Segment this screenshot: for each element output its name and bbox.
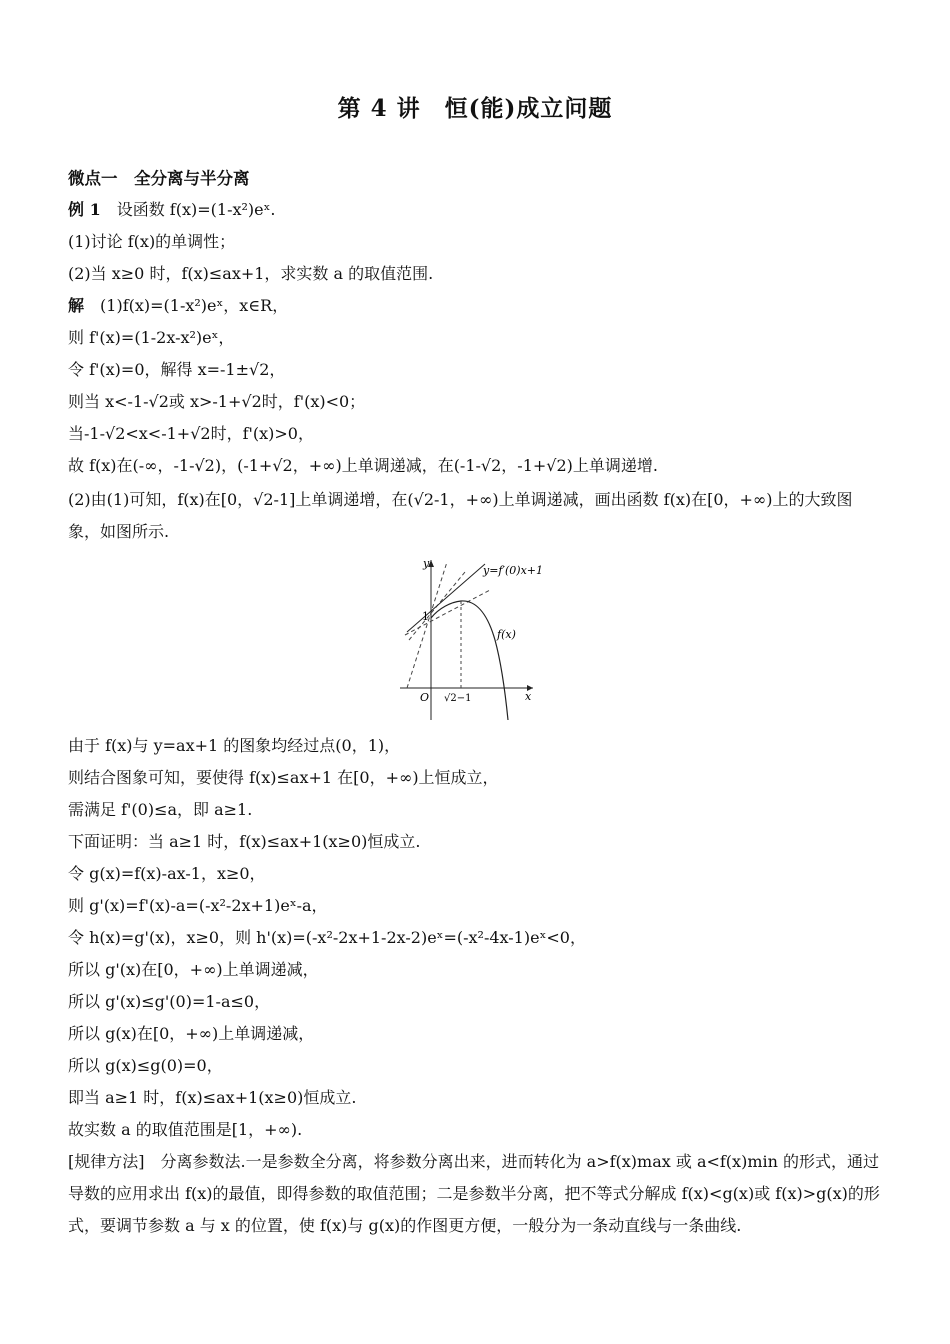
origin-label: O <box>420 691 430 704</box>
tangent-line <box>407 564 485 632</box>
y-axis-label: y <box>423 557 430 570</box>
example-label: 例 1 <box>68 200 101 219</box>
part2-solution: (2)由(1)可知，f(x)在[0，√2-1]上单调递增，在(√2-1，+∞)上单调递减，画出函数 f(x)在[0，+∞)上的大致图象，如图所示. <box>68 490 853 541</box>
proof-line-9: 所以 g'(x)≤g'(0)=1-a≤0， <box>68 992 271 1011</box>
curve-label: f(x) <box>497 628 516 641</box>
solution-line-1: 解 (1)f(x)=(1-x²)eˣ，x∈R， <box>68 296 289 315</box>
tangent-label: y=f′(0)x+1 <box>483 564 544 577</box>
proof-line-6: 则 g'(x)=f'(x)-a=(-x²-2x+1)eˣ-a， <box>68 896 328 915</box>
solution-label: 解 <box>68 296 85 315</box>
example-statement <box>68 200 276 220</box>
proof-line-10: 所以 g(x)在[0，+∞)上单调递减， <box>68 1024 315 1043</box>
function-graph-figure <box>395 550 560 725</box>
dashed-line-steep <box>407 562 447 688</box>
method-summary: [规律方法] 分离参数法.一是参数全分离，将参数分离出来，进而转化为 a>f(x)max 或 a<f(x)min 的形式，通过导数的应用求出 f(x)的最值，即得参数的取值范围；二是参数半分离，把不等式分解成 f(x)<g(x)或 f(x)>g(x)的形式，要调节参数 a 与 x 的位置，使 f(x)与 g(x)的作图更方便，一般分为一条动直线与一条曲线. <box>68 1152 880 1235</box>
part-1: (1)讨论 f(x)的单调性； <box>68 232 236 251</box>
part-2: (2)当 x≥0 时，f(x)≤ax+1，求实数 a 的取值范围. <box>68 264 434 283</box>
solution-line-5: 当-1-√2<x<-1+√2时，f'(x)>0， <box>68 424 314 443</box>
solution-line-4: 则当 x<-1-√2或 x>-1+√2时，f'(x)<0； <box>68 392 366 411</box>
solution-line-2: 则 f'(x)=(1-2x-x²)eˣ， <box>68 328 235 347</box>
proof-line-4: 下面证明：当 a≥1 时，f(x)≤ax+1(x≥0)恒成立. <box>68 832 421 851</box>
proof-line-7: 令 h(x)=g'(x)，x≥0，则 h'(x)=(-x²-2x+1-2x-2)eˣ=(-x²-4x-1)eˣ<0， <box>68 928 586 947</box>
section-heading: 微点一 全分离与半分离 <box>68 169 250 188</box>
tick-one-label: 1 <box>422 610 429 623</box>
example-text: 设函数 f(x)=(1-x²)eˣ. <box>100 200 276 219</box>
solution-line-6: 故 f(x)在(-∞，-1-√2)，(-1+√2，+∞)上单调递减，在(-1-√2，-1+√2)上单调递增. <box>68 456 658 475</box>
proof-line-5: 令 g(x)=f(x)-ax-1，x≥0， <box>68 864 266 883</box>
function-graph <box>395 550 560 725</box>
solution-line-3: 令 f'(x)=0，解得 x=-1±√2， <box>68 360 286 379</box>
proof-line-2: 则结合图象可知，要使得 f(x)≤ax+1 在[0，+∞)上恒成立， <box>68 768 499 787</box>
proof-line-3: 需满足 f'(0)≤a，即 a≥1. <box>68 800 253 819</box>
proof-line-1: 由于 f(x)与 y=ax+1 的图象均经过点(0，1)， <box>68 736 401 755</box>
proof-line-8: 所以 g'(x)在[0，+∞)上单调递减， <box>68 960 319 979</box>
proof-line-11: 所以 g(x)≤g(0)=0， <box>68 1056 223 1075</box>
page-title: 第 4 讲 恒(能)成立问题 <box>337 95 613 122</box>
proof-line-13: 故实数 a 的取值范围是[1，+∞). <box>68 1120 303 1139</box>
tick-x-label: √2−1 <box>444 693 472 704</box>
x-axis-label: x <box>525 690 532 703</box>
proof-line-12: 即当 a≥1 时，f(x)≤ax+1(x≥0)恒成立. <box>68 1088 357 1107</box>
